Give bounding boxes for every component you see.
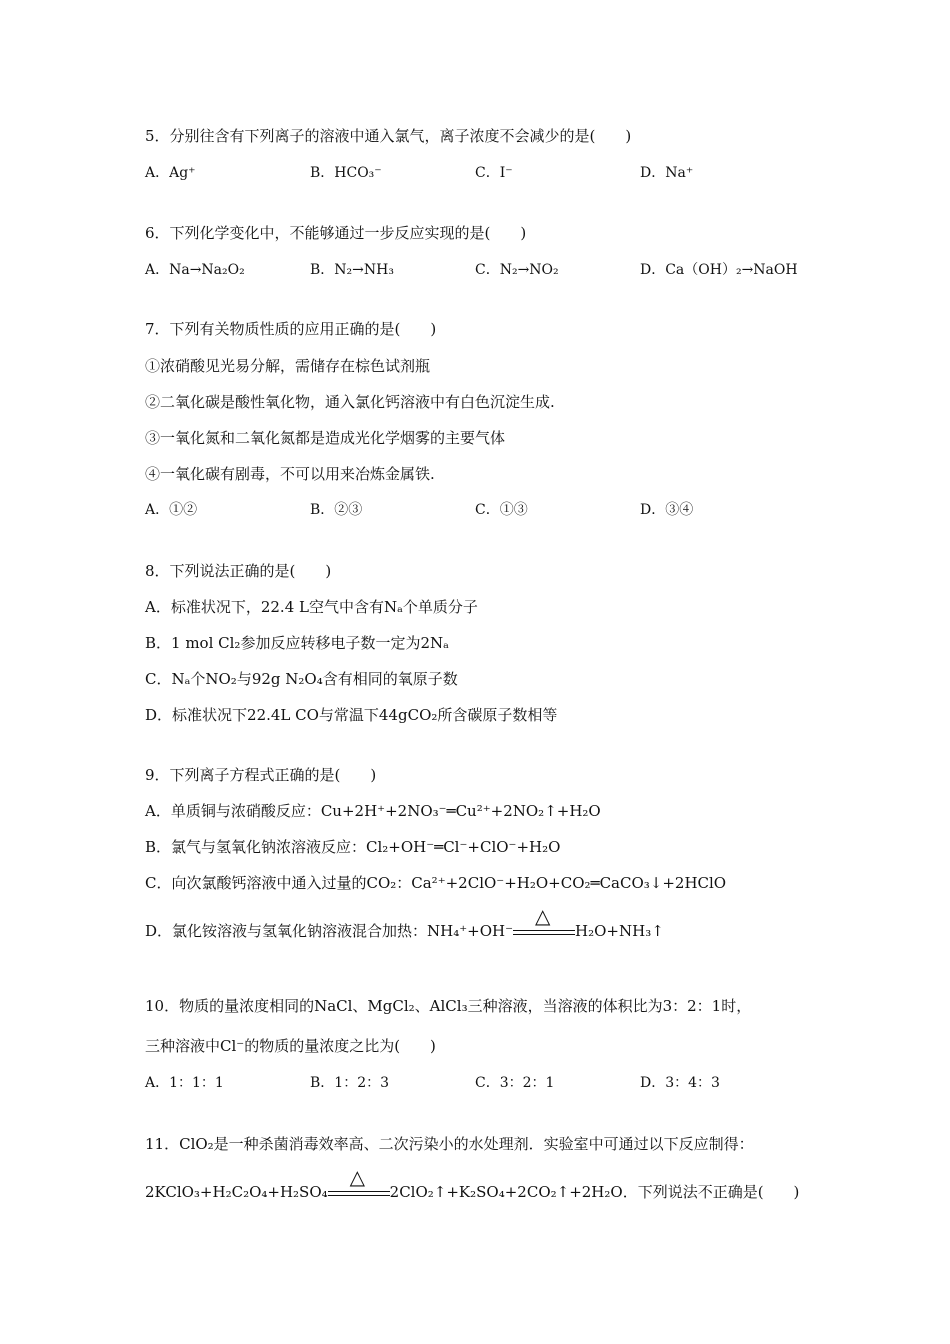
q10-option-d: D．3：4：3: [640, 1075, 720, 1091]
q6-option-d: D．Ca（OH）₂→NaOH: [640, 262, 798, 278]
q8-option-d: D．标准状况下22.4L CO与常温下44gCO₂所含碳原子数相等: [145, 706, 558, 724]
q11-stem-line1: 11．ClO₂是一种杀菌消毒效率高、二次污染小的水处理剂．实验室中可通过以下反应制得：: [145, 1135, 754, 1153]
q6-option-c: C．N₂→NO₂: [475, 262, 559, 278]
q6-option-a: A．Na→Na₂O₂: [145, 262, 245, 278]
delta-icon: △: [535, 904, 551, 928]
q9-option-b: B．氯气与氢氧化钠浓溶液反应：Cl₂+OH⁻═Cl⁻+ClO⁻+H₂O: [145, 838, 561, 856]
q9-option-c: C．向次氯酸钙溶液中通入过量的CO₂：Ca²⁺+2ClO⁻+H₂O+CO₂═CaCO₃↓+2HClO: [145, 874, 727, 892]
q10-option-c: C．3：2：1: [475, 1075, 555, 1091]
q8-option-a: A．标准状况下，22.4 L空气中含有Nₐ个单质分子: [145, 598, 478, 616]
q5-stem: 5．分别往含有下列离子的溶液中通入氯气，离子浓度不会减少的是( ): [145, 127, 632, 145]
q8-stem: 8．下列说法正确的是( ): [145, 562, 332, 580]
q9-option-d: [145, 904, 664, 942]
q8-option-c: C．Nₐ个NO₂与92g N₂O₄含有相同的氧原子数: [145, 670, 458, 688]
q10-option-a: A．1：1：1: [145, 1075, 224, 1091]
q6-stem: 6．下列化学变化中，不能够通过一步反应实现的是( ): [145, 224, 527, 242]
heating-equals-sign: [513, 904, 575, 942]
q9-option-d-suffix: H₂O+NH₃↑: [575, 922, 664, 940]
q7-option-d: D．③④: [640, 502, 694, 518]
heating-equals-sign: [328, 1165, 390, 1203]
q7-item-1: ①浓硝酸见光易分解，需储存在棕色试剂瓶: [145, 357, 431, 375]
q7-item-4: ④一氧化碳有剧毒，不可以用来冶炼金属铁.: [145, 465, 435, 483]
q5-option-d: D．Na⁺: [640, 165, 694, 181]
q5-option-c: C．I⁻: [475, 165, 513, 181]
q11-equation: [145, 1165, 800, 1203]
q6-option-b: B．N₂→NH₃: [310, 262, 394, 278]
q9-option-d-prefix: D．氯化铵溶液与氢氧化钠溶液混合加热：NH₄⁺+OH⁻: [145, 922, 514, 940]
q7-item-2: ②二氧化碳是酸性氧化物，通入氯化钙溶液中有白色沉淀生成.: [145, 393, 555, 411]
q9-option-a: A．单质铜与浓硝酸反应：Cu+2H⁺+2NO₃⁻═Cu²⁺+2NO₂↑+H₂O: [145, 802, 601, 820]
q7-option-a: A．①②: [145, 502, 198, 518]
q9-stem: 9．下列离子方程式正确的是( ): [145, 766, 377, 784]
q10-stem-line2: 三种溶液中Cl⁻的物质的量浓度之比为( ): [145, 1037, 436, 1055]
q8-option-b: B．1 mol Cl₂参加反应转移电子数一定为2Nₐ: [145, 634, 449, 652]
q11-equation-suffix: 2ClO₂↑+K₂SO₄+2CO₂↑+2H₂O．下列说法不正确是( ): [389, 1183, 800, 1201]
q10-option-b: B．1：2：3: [310, 1075, 390, 1091]
q11-equation-prefix: 2KClO₃+H₂C₂O₄+H₂SO₄: [145, 1183, 328, 1201]
q10-stem-line1: 10．物质的量浓度相同的NaCl、MgCl₂、AlCl₃三种溶液，当溶液的体积比为3：2：1时，: [145, 997, 752, 1015]
q5-option-a: A．Ag⁺: [145, 165, 196, 181]
q7-option-b: B．②③: [310, 502, 363, 518]
q7-item-3: ③一氧化氮和二氧化氮都是造成光化学烟雾的主要气体: [145, 429, 506, 447]
q7-option-c: C．①③: [475, 502, 528, 518]
q5-option-b: B．HCO₃⁻: [310, 165, 382, 181]
delta-icon: △: [349, 1165, 366, 1189]
q7-stem: 7．下列有关物质性质的应用正确的是( ): [145, 320, 437, 338]
